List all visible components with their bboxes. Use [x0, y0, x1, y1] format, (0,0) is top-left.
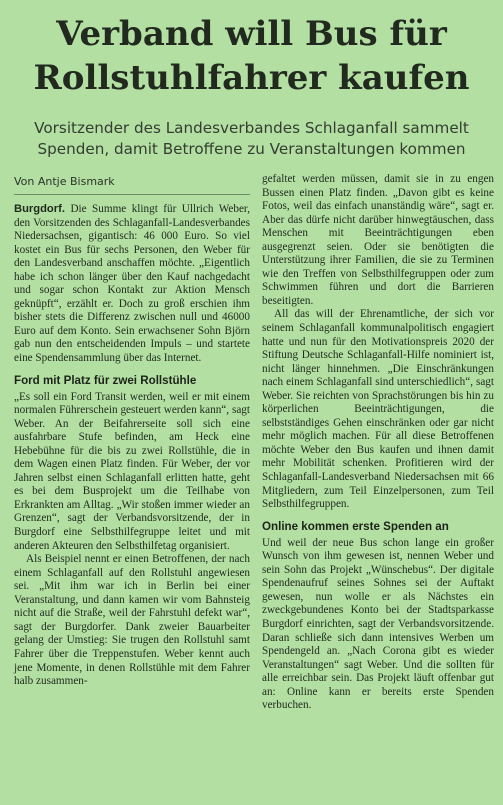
section-heading-ford: Ford mit Platz für zwei Rollstühle [14, 373, 197, 387]
body-paragraph: All das will der Ehrenamtliche, der sich vor seinem Schlaganfall kommunalpolitisch engagiert hatte und nun für den Motivationspreis 2020 der Stiftung Deutsche Schlaganfall-Hilfe nominiert ist, nicht länger hinnehmen. „Die Einschränkungen nach einem Schlaganfall sind unterschiedlich“, sagt Weber. Sie reichten von Sprachstörungen bis hin zu körperlichen Beeinträchtigungen, die selbstständiges Gehen einschränken oder gar nicht mehr möglich machen. Für all diese Betroffenen möchte Weber den Bus kaufen und ihnen damit mehr Mobilität schenken. Profitieren wird der Schlaganfall-Landesverband Niedersachsen mit 66 Mitgliedern, zum Teil Einzelpersonen, zum Teil Selbsthilfegruppen. [262, 308, 494, 511]
headline-line-2: Rollstuhlfahrer kaufen [33, 58, 470, 98]
headline [8, 12, 495, 100]
body-paragraph: Und weil der neue Bus schon lange ein großer Wunsch von ihm gewesen ist, nennen Weber und sein Sohn das Projekt „Wünschebus“. Der digitale Spendenaufruf seines Sohnes sei der Auftakt gewesen, nun wolle er als Nächstes ein zweckgebundenes Konto bei der Stadtsparkasse Burgdorf einrichten, sagt der Verbandsvorsitzende. Daran schließe sich dann intensives Werben um Spendengeld an. „Nach Corona gibt es wieder Veranstaltungen“ sagt Weber. Und die sollten für alle erreichbar sein. Das Projekt läuft offenbar gut an: Online kann er bereits erste Spenden verbuchen. [262, 536, 494, 712]
lead-paragraph [14, 203, 250, 366]
byline-divider [14, 194, 250, 195]
article-column-right [262, 173, 494, 713]
section-heading-online: Online kommen erste Spenden an [262, 519, 449, 533]
subheadline: Vorsitzender des Landesverbandes Schlaganfall sammelt Spenden, damit Betroffene zu Veranstaltungen kommen [34, 119, 469, 158]
article-column-left [14, 203, 250, 689]
byline: Von Antje Bismark [14, 175, 115, 188]
body-paragraph: gefaltet werden müssen, damit sie in zu engen Bussen einen Platz finden. „Davon gibt es keine Fotos, weil das einfach unanständig wäre“, sagt er. Aber das dürfe nicht darüber hinwegtäuschen, dass Menschen mit Beeinträchtigungen eben ausgegrenzt seien. Oder sie benötigten die Unterstützung ihrer Familien, die sie zu Terminen wie den Treffen von Selbsthilfegruppen oder zum Schwimmen führen und dort die Barrieren beseitigten. [262, 173, 494, 307]
headline-line-1: Verband will Bus für [56, 14, 447, 54]
dateline: Burgdorf. [14, 203, 65, 215]
body-paragraph: „Es soll ein Ford Transit werden, weil er mit einem normalen Führerschein gesteuert werden kann“, sagt Weber. An der Beifahrerseite soll sich eine ausfahrbare Stufe befinden, am Heck eine Hebebühne für die bis zu zwei Rollstühle, die in dem Wagen einen Platz finden. Für Weber, der vor Jahren selbst einen Schlaganfall erlitten hatte, geht es bei dem Busprojekt um die Teilhabe von Erkrankten am Alltag. „Wir stoßen immer wieder an Grenzen“, sagt der Verbandsvorsitzende, der in Burgdorf eine Selbsthilfegruppe leitet und mit anderen Akteuren den Selbsthilfetag organisiert. [14, 390, 250, 552]
lead-text: Die Summe klingt für Ullrich Weber, den Vorsitzenden des Schlaganfall-Landesverbandes Niedersachsen, gigantisch: 46 000 Euro. So viel kostet ein Bus für sechs Personen, den Weber für den Landesverband anschaffen möchte. „Eigentlich habe ich schon länger über den Kauf nachgedacht und sogar schon Kontakt zur Aktion Mensch geknüpft“, erzählt er. Doch zu groß erschien ihm bisher stets die Differenz zwischen null und 46000 Euro auf dem Konto. Sein erwachsener Sohn Björn gab nun den entscheidenden Impuls – und startete eine Spendensammlung über das Internet. [14, 203, 250, 365]
body-paragraph: Als Beispiel nennt er einen Betroffenen, der nach einem Schlaganfall auf den Rollstuhl angewiesen sei. „Mit ihm war ich in Berlin bei einer Veranstaltung, und dann kamen wir vom Bahnsteig nicht auf die Straße, weil der Fahrstuhl defekt war“, sagt der Burgdorfer. Dank zweier Bauarbeiter gelang der Umstieg: Sie trugen den Rollstuhl samt Fahrer über die Treppenstufen. Weber kennt auch jene Momente, in denen Rollstühle mit dem Fahrer halb zusammen- [14, 553, 250, 688]
